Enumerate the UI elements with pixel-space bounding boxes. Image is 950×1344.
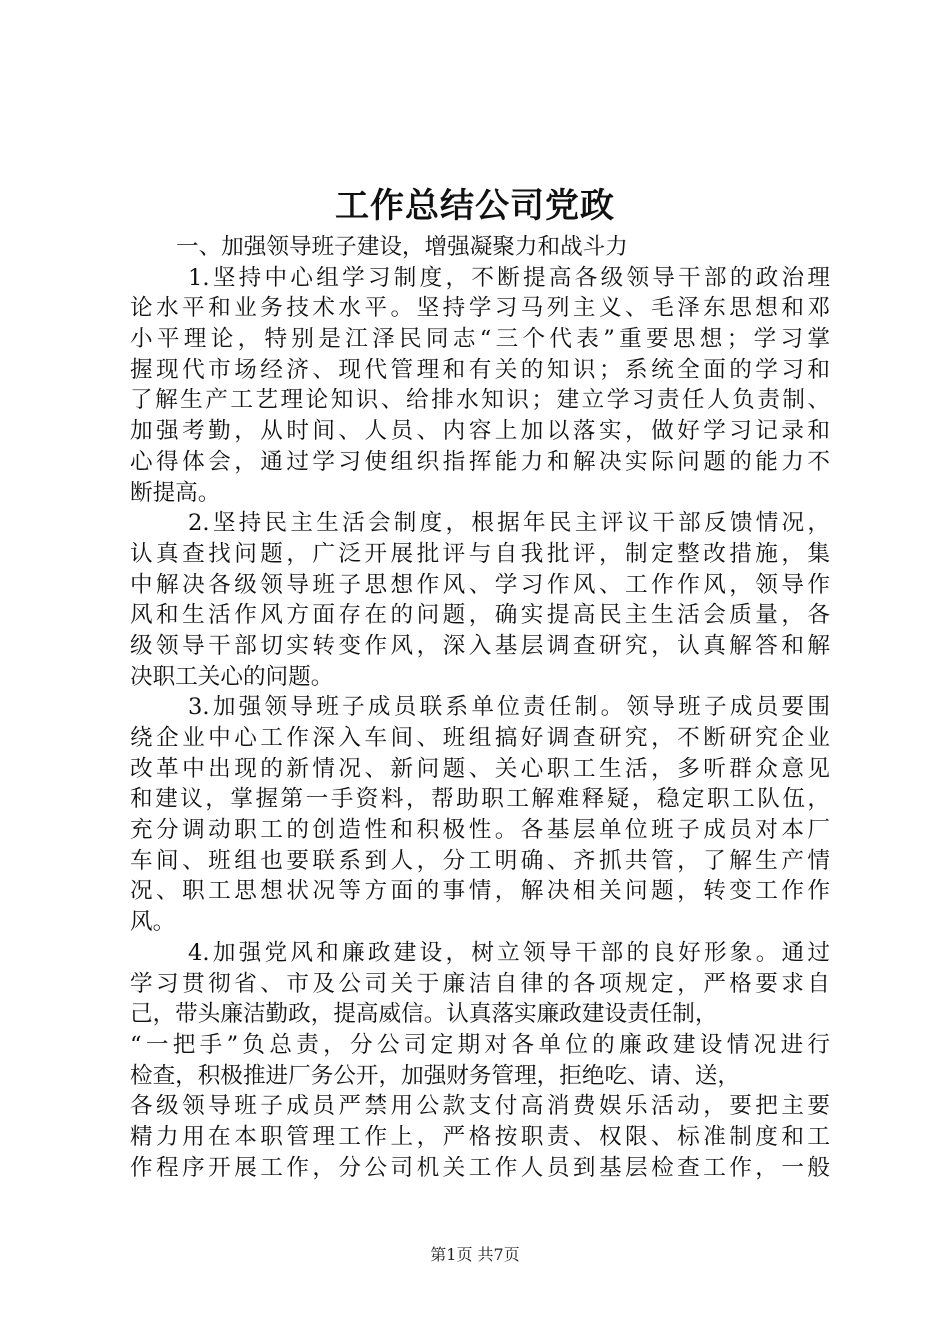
paragraph-line: 握现代市场经济、现代管理和有关的知识；系统全面的学习和: [130, 356, 830, 383]
paragraph-line: 了解生产工艺理论知识、给排水知识；建立学习责任人负责制、: [130, 387, 830, 414]
paragraph-line: 断提高。: [130, 479, 221, 506]
paragraph-line: 风和生活作风方面存在的问题，确实提高民主生活会质量，各: [130, 602, 830, 629]
paragraph-line: 精力用在本职管理工作上，严格按职责、权限、标准制度和工: [130, 1123, 830, 1150]
paragraph-line: 况、职工思想状况等方面的事情，解决相关问题，转变工作作: [130, 878, 830, 905]
paragraph-line: 决职工关心的问题。: [130, 663, 334, 690]
paragraph-line: 车间、班组也要联系到人，分工明确、齐抓共管，了解生产情: [130, 847, 830, 874]
paragraph-line: 1.坚持中心组学习制度，不断提高各级领导干部的政治理: [188, 264, 830, 291]
document-body: [130, 232, 830, 1183]
paragraph-line: 充分调动职工的创造性和积极性。各基层单位班子成员对本厂: [130, 817, 830, 844]
paragraph-line: “一把手”负总责，分公司定期对各单位的廉政建设情况进行: [130, 1031, 830, 1058]
paragraph-line: 3.加强领导班子成员联系单位责任制。领导班子成员要围: [188, 694, 830, 721]
paragraph-line: 学习贯彻省、市及公司关于廉洁自律的各项规定，严格要求自: [130, 970, 830, 997]
paragraph-line: 论水平和业务技术水平。坚持学习马列主义、毛泽东思想和邓: [130, 295, 830, 322]
page-number-footer: 第1页 共7页: [430, 1245, 520, 1264]
paragraph-line: 各级领导班子成员严禁用公款支付高消费娱乐活动，要把主要: [130, 1093, 830, 1120]
paragraph-line: 加强考勤，从时间、人员、内容上加以落实，做好学习记录和: [130, 418, 830, 445]
paragraph-line: 心得体会，通过学习使组织指挥能力和解决实际问题的能力不: [130, 448, 830, 475]
paragraph-line: 和建议，掌握第一手资料，帮助职工解难释疑，稳定职工队伍，: [130, 786, 830, 813]
paragraph-line: 4.加强党风和廉政建设，树立领导干部的良好形象。通过: [188, 939, 830, 966]
paragraph-line: 小平理论，特别是江泽民同志“三个代表”重要思想；学习掌: [130, 326, 830, 353]
page-title: 工作总结公司党政: [335, 186, 615, 226]
paragraph-line: 认真查找问题，广泛开展批评与自我批评，制定整改措施，集: [130, 540, 830, 567]
paragraph-line: 检查，积极推进厂务公开，加强财务管理，拒绝吃、请、送，: [130, 1062, 741, 1089]
paragraph-line: 作程序开展工作，分公司机关工作人员到基层检查工作，一般: [130, 1154, 830, 1181]
paragraph-line: 2.坚持民主生活会制度，根据年民主评议干部反馈情况，: [188, 510, 830, 537]
paragraph-line: 改革中出现的新情况、新问题、关心职工生活，多听群众意见: [130, 755, 830, 782]
paragraph-line: 风。: [130, 909, 176, 936]
paragraph-line: 中解决各级领导班子思想作风、学习作风、工作作风，领导作: [130, 571, 830, 598]
paragraph-line: 绕企业中心工作深入车间、班组搞好调查研究，不断研究企业: [130, 725, 830, 751]
section-heading: 一、加强领导班子建设，增强凝聚力和战斗力: [176, 234, 628, 260]
paragraph-line: 级领导干部切实转变作风，深入基层调查研究，认真解答和解: [130, 632, 830, 659]
paragraph-line: 己，带头廉洁勤政，提高威信。认真落实廉政建设责任制，: [130, 1001, 718, 1028]
